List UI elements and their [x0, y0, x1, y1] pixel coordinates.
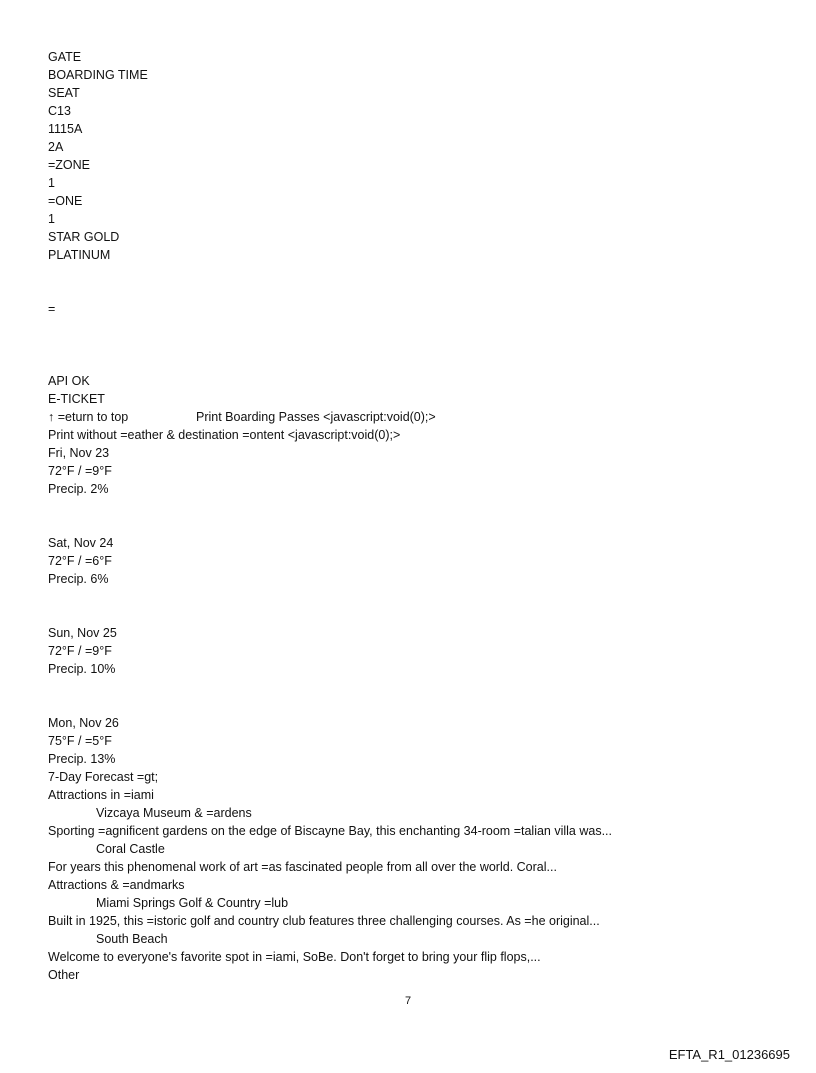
weather-day: Sat, Nov 24	[48, 536, 114, 550]
page-number: 7	[404, 995, 412, 1007]
attraction-name[interactable]: Vizcaya Museum & =ardens	[96, 806, 252, 820]
boarding-time-value: 1115A	[48, 122, 83, 136]
group-label: =ONE	[48, 194, 83, 208]
landmark-description: Welcome to everyone's favorite spot in =iami, SoBe. Don't forget to bring your flip flops,...	[48, 950, 541, 964]
document-id: EFTA_R1_01236695	[668, 1047, 790, 1062]
landmark-name[interactable]: South Beach	[96, 932, 168, 946]
api-status: API OK	[48, 374, 90, 388]
zone-value: 1	[48, 176, 55, 190]
document-body	[48, 48, 612, 984]
weather-temps: 72°F / =9°F	[48, 464, 112, 478]
print-boarding-passes-link[interactable]: Print Boarding Passes <javascript:void(0);>	[196, 410, 436, 424]
weather-precip: Precip. 13%	[48, 752, 116, 766]
gate-value: C13	[48, 104, 71, 118]
weather-precip: Precip. 2%	[48, 482, 109, 496]
weather-precip: Precip. 10%	[48, 662, 116, 676]
weather-temps: 75°F / =5°F	[48, 734, 112, 748]
attractions-heading: Attractions in =iami	[48, 788, 154, 802]
attraction-name[interactable]: Coral Castle	[96, 842, 165, 856]
barcode-placeholder: =	[48, 302, 56, 316]
attraction-description: Sporting =agnificent gardens on the edge of Biscayne Bay, this enchanting 34-room =talian villa was...	[48, 824, 613, 838]
print-without-weather-link[interactable]: Print without =eather & destination =ontent <javascript:void(0);>	[48, 428, 401, 442]
attraction-description: For years this phenomenal work of art =as fascinated people from all over the world. Coral...	[48, 860, 557, 874]
zone-label: =ZONE	[48, 158, 91, 172]
return-to-top-link[interactable]: ↑ =eturn to top	[48, 410, 129, 424]
gate-label: GATE	[48, 50, 82, 64]
seat-label: SEAT	[48, 86, 80, 100]
weather-day: Mon, Nov 26	[48, 716, 119, 730]
group-value: 1	[48, 212, 55, 226]
landmark-name[interactable]: Miami Springs Golf & Country =lub	[96, 896, 289, 910]
boarding-time-label: BOARDING TIME	[48, 68, 148, 82]
landmarks-heading: Attractions & =andmarks	[48, 878, 185, 892]
landmark-description: Built in 1925, this =istoric golf and country club features three challenging courses. As =he original...	[48, 914, 600, 928]
weather-day: Sun, Nov 25	[48, 626, 117, 640]
status-tier-1: STAR GOLD	[48, 230, 120, 244]
forecast-link[interactable]: 7-Day Forecast =gt;	[48, 770, 159, 784]
seat-value: 2A	[48, 140, 64, 154]
action-row	[48, 408, 612, 426]
weather-temps: 72°F / =9°F	[48, 644, 112, 658]
weather-precip: Precip. 6%	[48, 572, 109, 586]
weather-day: Fri, Nov 23	[48, 446, 110, 460]
other-heading: Other	[48, 968, 80, 982]
status-tier-2: PLATINUM	[48, 248, 111, 262]
weather-temps: 72°F / =6°F	[48, 554, 112, 568]
ticket-type: E-TICKET	[48, 392, 105, 406]
